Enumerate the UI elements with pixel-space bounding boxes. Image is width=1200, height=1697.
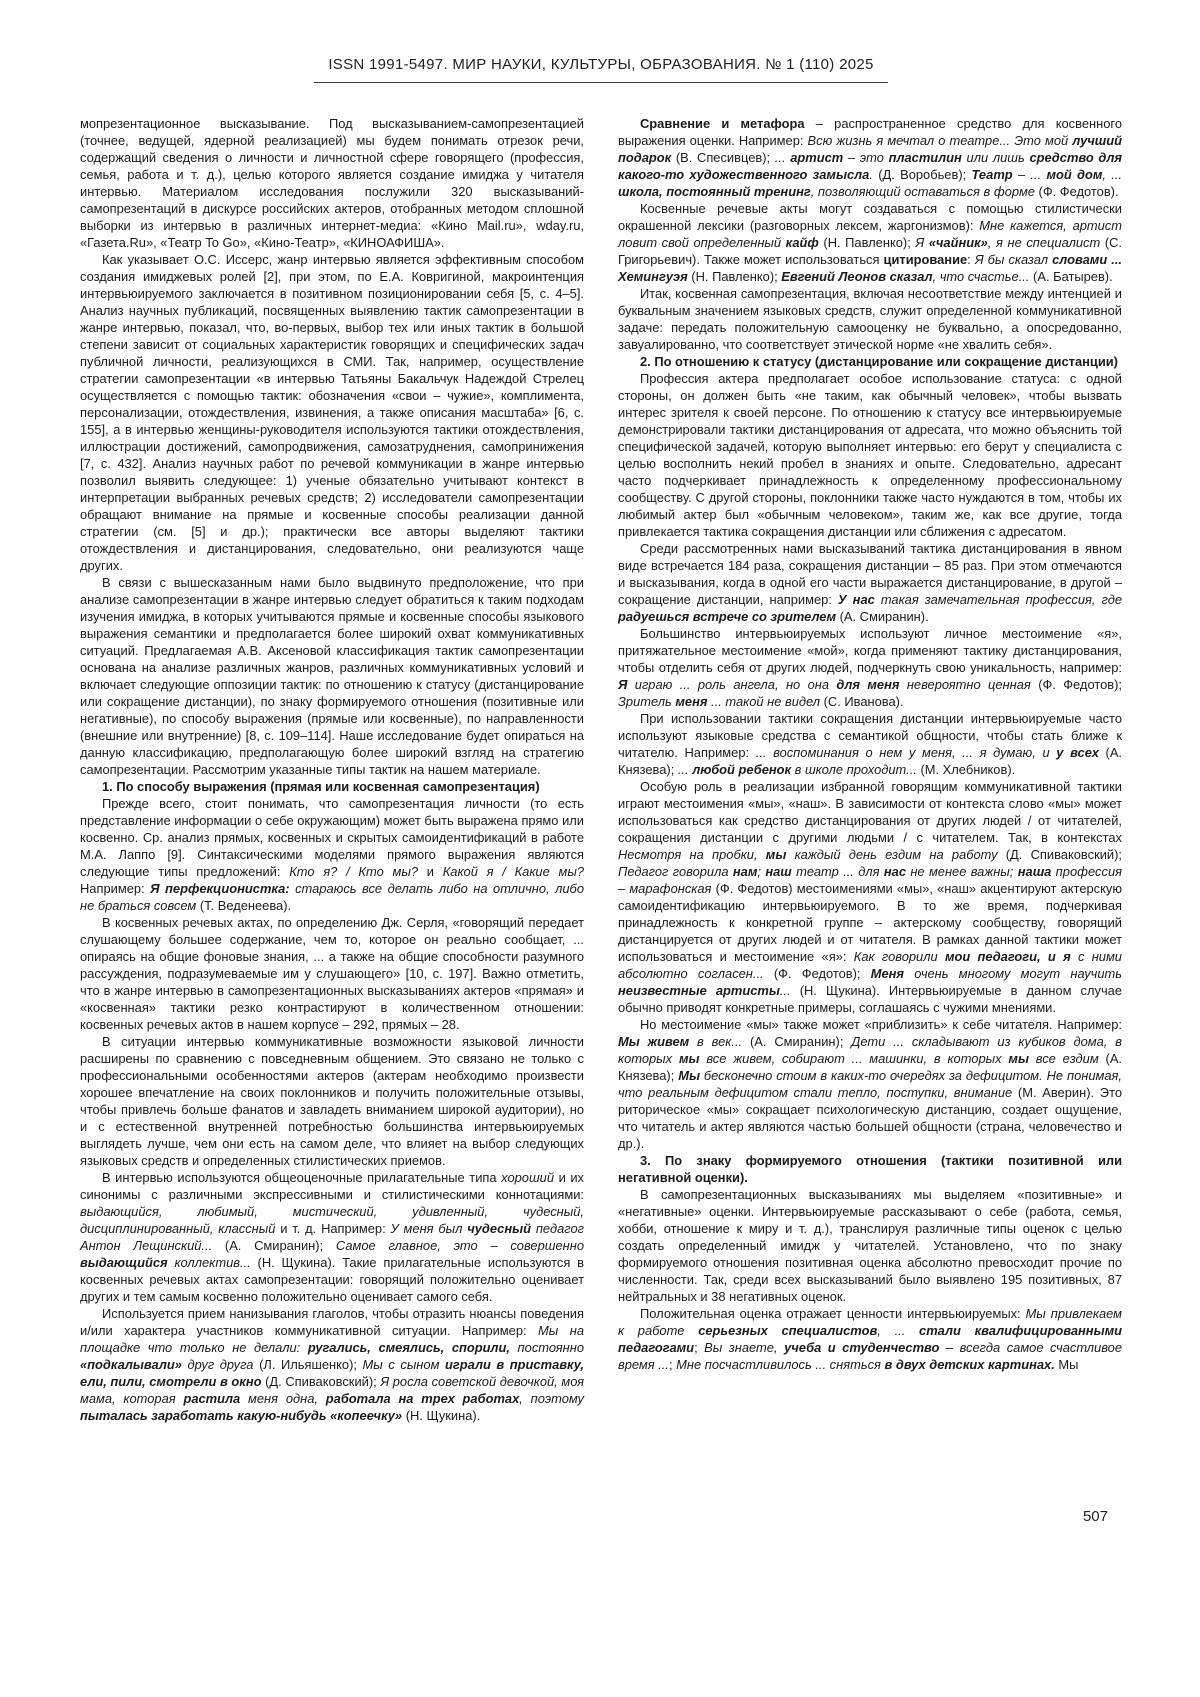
paragraph: Среди рассмотренных нами высказываний тактика дистанцирования в явном виде встречается 184 раза, сокращения дистанции – 85 раз. При этом отмечаются и высказывания, когда в одной его части выражается дистанцирование, в другой – сокращение дистанции, например: У нас такая замечательная профессия, где радуешься встрече со зрителем (А. Смиранин). (618, 541, 1122, 624)
paragraph: Сравнение и метафора – распространенное средство для косвенного выражения оценки. Например: Всю жизнь я мечтал о театре... Это мой лучший подарок (В. Спесивцев); ... артист – это пластилин или лишь средство для какого-то художественного замысла. (Д. Воробьев); Театр – ... мой дом, ... школа, постоянный тренинг, позволяющий оставаться в форме (Ф. Федотов). (618, 116, 1123, 199)
paragraph: Но местоимение «мы» также может «приблизить» к себе читателя. Например: Мы живем в век... (А. Смиранин); Дети ... складывают из кубиков дома, в которых мы все живем, собирают ... машинки, в которых мы все ездим (А. Князева); Мы бесконечно стоим в каких-то очередях за дефицитом. Не понимая, что реальным дефицитом стали тепло, поступки, внимание (М. Аверин). Это риторическое «мы» сокращает психологическую дистанцию, создает ощущение, что читатель и актер являются частью большей общности (страна, человечество и др.). (618, 1017, 1123, 1151)
paragraph: Косвенные речевые акты могут создаваться с помощью стилистически окрашенной лексики (разговорных лексем, жаргонизмов): Мне кажется, артист ловит свой определенный кайф (Н. Павленко); Я «чайник», я не специалист (С. Григорьевич). Также может использоваться цитирование: Я бы сказал словами ... Хемингуэя (Н. Павленко); Евгений Леонов сказал, что счастье... (А. Батырев). (618, 201, 1123, 284)
paragraph: Прежде всего, стоит понимать, что самопрезентация личности (то есть представление информации о себе окружающим) может быть выражена прямо или косвенно. Ср. анализ прямых, косвенных и скрытых самоидентификаций в работе М.А. Лаппо [9]. Синтаксическими моделями прямого выражения являются следующие типы предложений: Кто я? / Кто мы? и Какой я / Какие мы? Например: Я перфекционистка: стараюсь все делать либо на отлично, либо не браться совсем (Т. Веденеева). (80, 796, 584, 913)
article-body (80, 115, 1122, 1424)
section-heading: 2. По отношению к статусу (дистанцирование или сокращение дистанции) (640, 354, 1118, 369)
paragraph: Положительная оценка отражает ценности интервьюируемых: Мы привлекаем к работе серьезных специалистов, ... стали квалифицированными педагогами; Вы знаете, учеба и студенчество – всегда самое счастливое время ...; Мне посчастливилось ... сняться в двух детских картинах. Мы (618, 1306, 1123, 1372)
paragraph: Используется прием нанизывания глаголов, чтобы отразить нюансы поведения и/или характера участников коммуникативной ситуации. Например: Мы на площадке что только не делали: ругались, смеялись, спорили, постоянно «подкалывали» друг друга (Л. Ильяшенко); Мы с сыном играли в приставку, ели, пили, смотрели в окно (Д. Спиваковский); Я росла советской девочкой, моя мама, которая растила меня одна, работала на трех работах, поэтому пыталась заработать какую-нибудь «копеечку» (Н. Щукина). (80, 1306, 584, 1423)
paragraph: Итак, косвенная самопрезентация, включая несоответствие между интенцией и буквальным значением языковых средств, служит определенной коммуникативной задаче: передать положительную самооценку не буквально, а опосредованно, завуалированно, что соответствует этической норме «не хвалить себя». (618, 286, 1122, 352)
paragraph: В косвенных речевых актах, по определению Дж. Серля, «говорящий передает слушающему большее содержание, чем то, которое он реально сообщает, ... опираясь на общие фоновые знания, ... а также на общие способности разумного рассуждения, подразумеваемые им у слушающего» [10, с. 197]. Важно отметить, что в жанре интервью в самопрезентационных высказываниях актеров «прямая» и «косвенная» тактики резко контрастируют в количественном отношении: косвенных речевых актов в нашем корпусе – 292, прямых – 28. (80, 915, 584, 1032)
paragraph: Профессия актера предполагает особое использование статуса: с одной стороны, он должен быть «не таким, как обычный человек», чтобы вызвать интерес зрителя к своей персоне. По отношению к статусу все интервьюируемые демонстрировали тактики дистанцирования от адресата, что можно объяснить той специфической задачей, которую выполняет интервью: его берут у специалиста с целью восполнить некий пробел в знаниях и опыте. Следовательно, адресант часто подчеркивает принадлежность к определенному профессиональному сообществу. С другой стороны, поклонники также часто нуждаются в том, чтобы их любимый актер был «обычным человеком», таким же, как все другие, тогда привлекается тактика сокращения дистанции или сближения с адресатом. (618, 371, 1122, 539)
page-number: 507 (1082, 1508, 1108, 1525)
paragraph: В интервью используются общеоценочные прилагательные типа хороший и их синонимы с различными экспрессивными и стилистическими коннотациями: выдающийся, любимый, мистический, удивленный, чудесный, дисциплинированный, классный и т. д. Например: У меня был чудесный педагог Антон Лещинский... (А. Смиранин); Самое главное, это – совершенно выдающийся коллектив... (Н. Щукина). Такие прилагательные используются в косвенных речевых актах самопрезентации: говорящий положительно оценивает других и тем самым косвенно положительно оценивает самого себя. (80, 1170, 584, 1304)
paragraph: Особую роль в реализации избранной говорящим коммуникативной тактики играют местоимения «мы», «наш». В зависимости от контекста слово «мы» может использоваться как средство дистанцирования от других людей / от читателей, сокращения дистанции с другими людьми / с читателем. Так, в контекстах Несмотря на пробки, мы каждый день ездим на работу (Д. Спиваковский); Педагог говорила нам; наш театр ... для нас не менее важны; наша профессия – марафонская (Ф. Федотов) местоимениями «мы», «наш» акцентируют актерскую самоидентификацию интервьюируемого. В то же время, подчеркивая принадлежность к конкретной группе – актерскому сообществу, говорящий дистанцируется от других людей и от читателя. В рамках данной тактики может использоваться и местоимение «я»: Как говорили мои педагоги, и я с ними абсолютно согласен... (Ф. Федотов); Меня очень многому могут научить неизвестные артисты... (Н. Щукина). Интервьюируемые в данном случае обычно приводят конкретные примеры, соглашаясь с чужими мнениями. (618, 779, 1123, 1015)
page-header (80, 56, 1122, 83)
paragraph: При использовании тактики сокращения дистанции интервьюируемые часто используют языковые средства с семантикой общности, чтобы стать ближе к читателю. Например: ... воспоминания о нем у меня, ... я думаю, и у всех (А. Князева); ... любой ребенок в школе проходит... (М. Хлебников). (618, 711, 1123, 777)
paragraph: Как указывает О.С. Иссерс, жанр интервью является эффективным способом создания имиджевых ролей [2], при этом, по Е.А. Ковригиной, макроинтенция интервьюируемого заключается в позитивном позиционировании себя [5, с. 4–5]. Анализ научных публикаций, посвященных выявлению тактик самопрезентации в жанре интервью, показал, что, во-первых, выбор тех или иных тактик в большой степени зависит от социальных характеристик говорящих и специфических задач публичной личности, реализующихся в СМИ. Так, например, осуществление стратегии самопрезентации «в интервью Татьяны Бакальчук Надеждой Стрелец осуществляется с помощью тактик: обозначения «свои – чужие», комплимента, персонализации, отождествления, извинения, а также описания масштаба» [6, с. 155], а в интервью женщины-руководителя используются тактики отождествления, иллюстрации достижений, самопродвижения, самозатруднения, самопринижения [7, с. 432]. Анализ научных работ по речевой коммуникации в жанре интервью позволил выявить следующее: 1) ученые обязательно учитывают контекст в интерпретации выбранных речевых средств; 2) исследователи самопрезентации обращают внимание на прямые и косвенные способы реализации данной стратегии (см. [5] и др.); практически все авторы выделяют тактики отождествления и дистанцирования, следовательно, они реализуются чаще других. (80, 252, 584, 573)
journal-issn-title: ISSN 1991-5497. МИР НАУКИ, КУЛЬТУРЫ, ОБРАЗОВАНИЯ. № 1 (110) 2025 (314, 56, 887, 83)
paragraph: В самопрезентационных высказываниях мы выделяем «позитивные» и «негативные» оценки. Интервьюируемые рассказывают о себе (работа, семья, хобби, отношение к миру и т. д.), транслируя различные типы оценок с целью создать определенный имидж у читателей. Установлено, что по знаку формируемого отношения позитивная оценка абсолютно превосходит прочие по численности. Так, среди всех высказываний было выявлено 195 позитивных, 87 нейтральных и 38 негативных оценок. (618, 1187, 1122, 1304)
section-heading: 1. По способу выражения (прямая или косвенная самопрезентация) (102, 779, 540, 794)
paragraph: В ситуации интервью коммуникативные возможности языковой личности расширены по сравнению с повседневным общением. Это связано не только с профессиональными особенностями актеров (актерам необходимо произвести хорошее впечатление на своих поклонников и получить положительные отзывы, чтобы привлечь больше фанатов и завладеть вниманием широкой аудитории), но и с естественной внутренней потребностью большинства интервьюируемых выглядеть лучше, чем они есть на самом деле, что влияет на выбор следующих языковых средств и определенных стилистических приемов. (80, 1034, 584, 1168)
section-heading: 3. По знаку формируемого отношения (тактики позитивной или негативной оценки). (618, 1153, 1122, 1185)
right-column (618, 115, 1122, 1373)
paragraph: В связи с вышесказанным нами было выдвинуто предположение, что при анализе самопрезентации в жанре интервью следует обратиться к таким подходам изучения имиджа, в которых учитываются прямые и косвенные способы языкового выражения семантики и предполагается более широкий охват коммуникативных ситуаций. Предлагаемая А.В. Аксеновой классификация тактик самопрезентации основана на анализе различных жанров, различных коммуникативных условий и включает следующие оппозиции тактик: по отношению к статусу (дистанцирование или сокращение дистанции), по знаку формируемого отношения (позитивные или негативные), по способу выражения (прямые или косвенные), по направленности (внешние или внутренние) [8, с. 109–114]. Наше исследование будет опираться на данную классификацию, предполагающую более широкий взгляд на стратегию самопрезентации. Рассмотрим указанные типы тактик на нашем материале. (80, 575, 584, 777)
paragraph: Большинство интервьюируемых используют личное местоимение «я», притяжательное местоимение «мой», когда применяют тактику дистанцирования, чтобы отделить себя от других людей, подчеркнуть свою уникальность, например: Я играю ... роль ангела, но она для меня невероятно ценная (Ф. Федотов); Зритель меня ... такой не видел (С. Иванова). (618, 626, 1122, 709)
left-column (80, 115, 584, 1424)
paragraph: мопрезентационное высказывание. Под высказыванием-самопрезентацией (точнее, ведущей, ядерной реализацией) мы будем понимать отрезок речи, содержащий сведения о личности и личностной сфере говорящего (профессия, семья, работа и т. д.), целью которого является создание имиджа у читателя интервью. Материалом исследования послужили 320 высказываний-самопрезентаций в дискурсе российских актеров, отобранных методом сплошной выборки из интервью в различных интернет-медиа: «Кино Mail.ru», wday.ru, «Газета.Ru», «Театр To Go», «Кино-Театр», «КИНОАФИША». (80, 116, 584, 250)
